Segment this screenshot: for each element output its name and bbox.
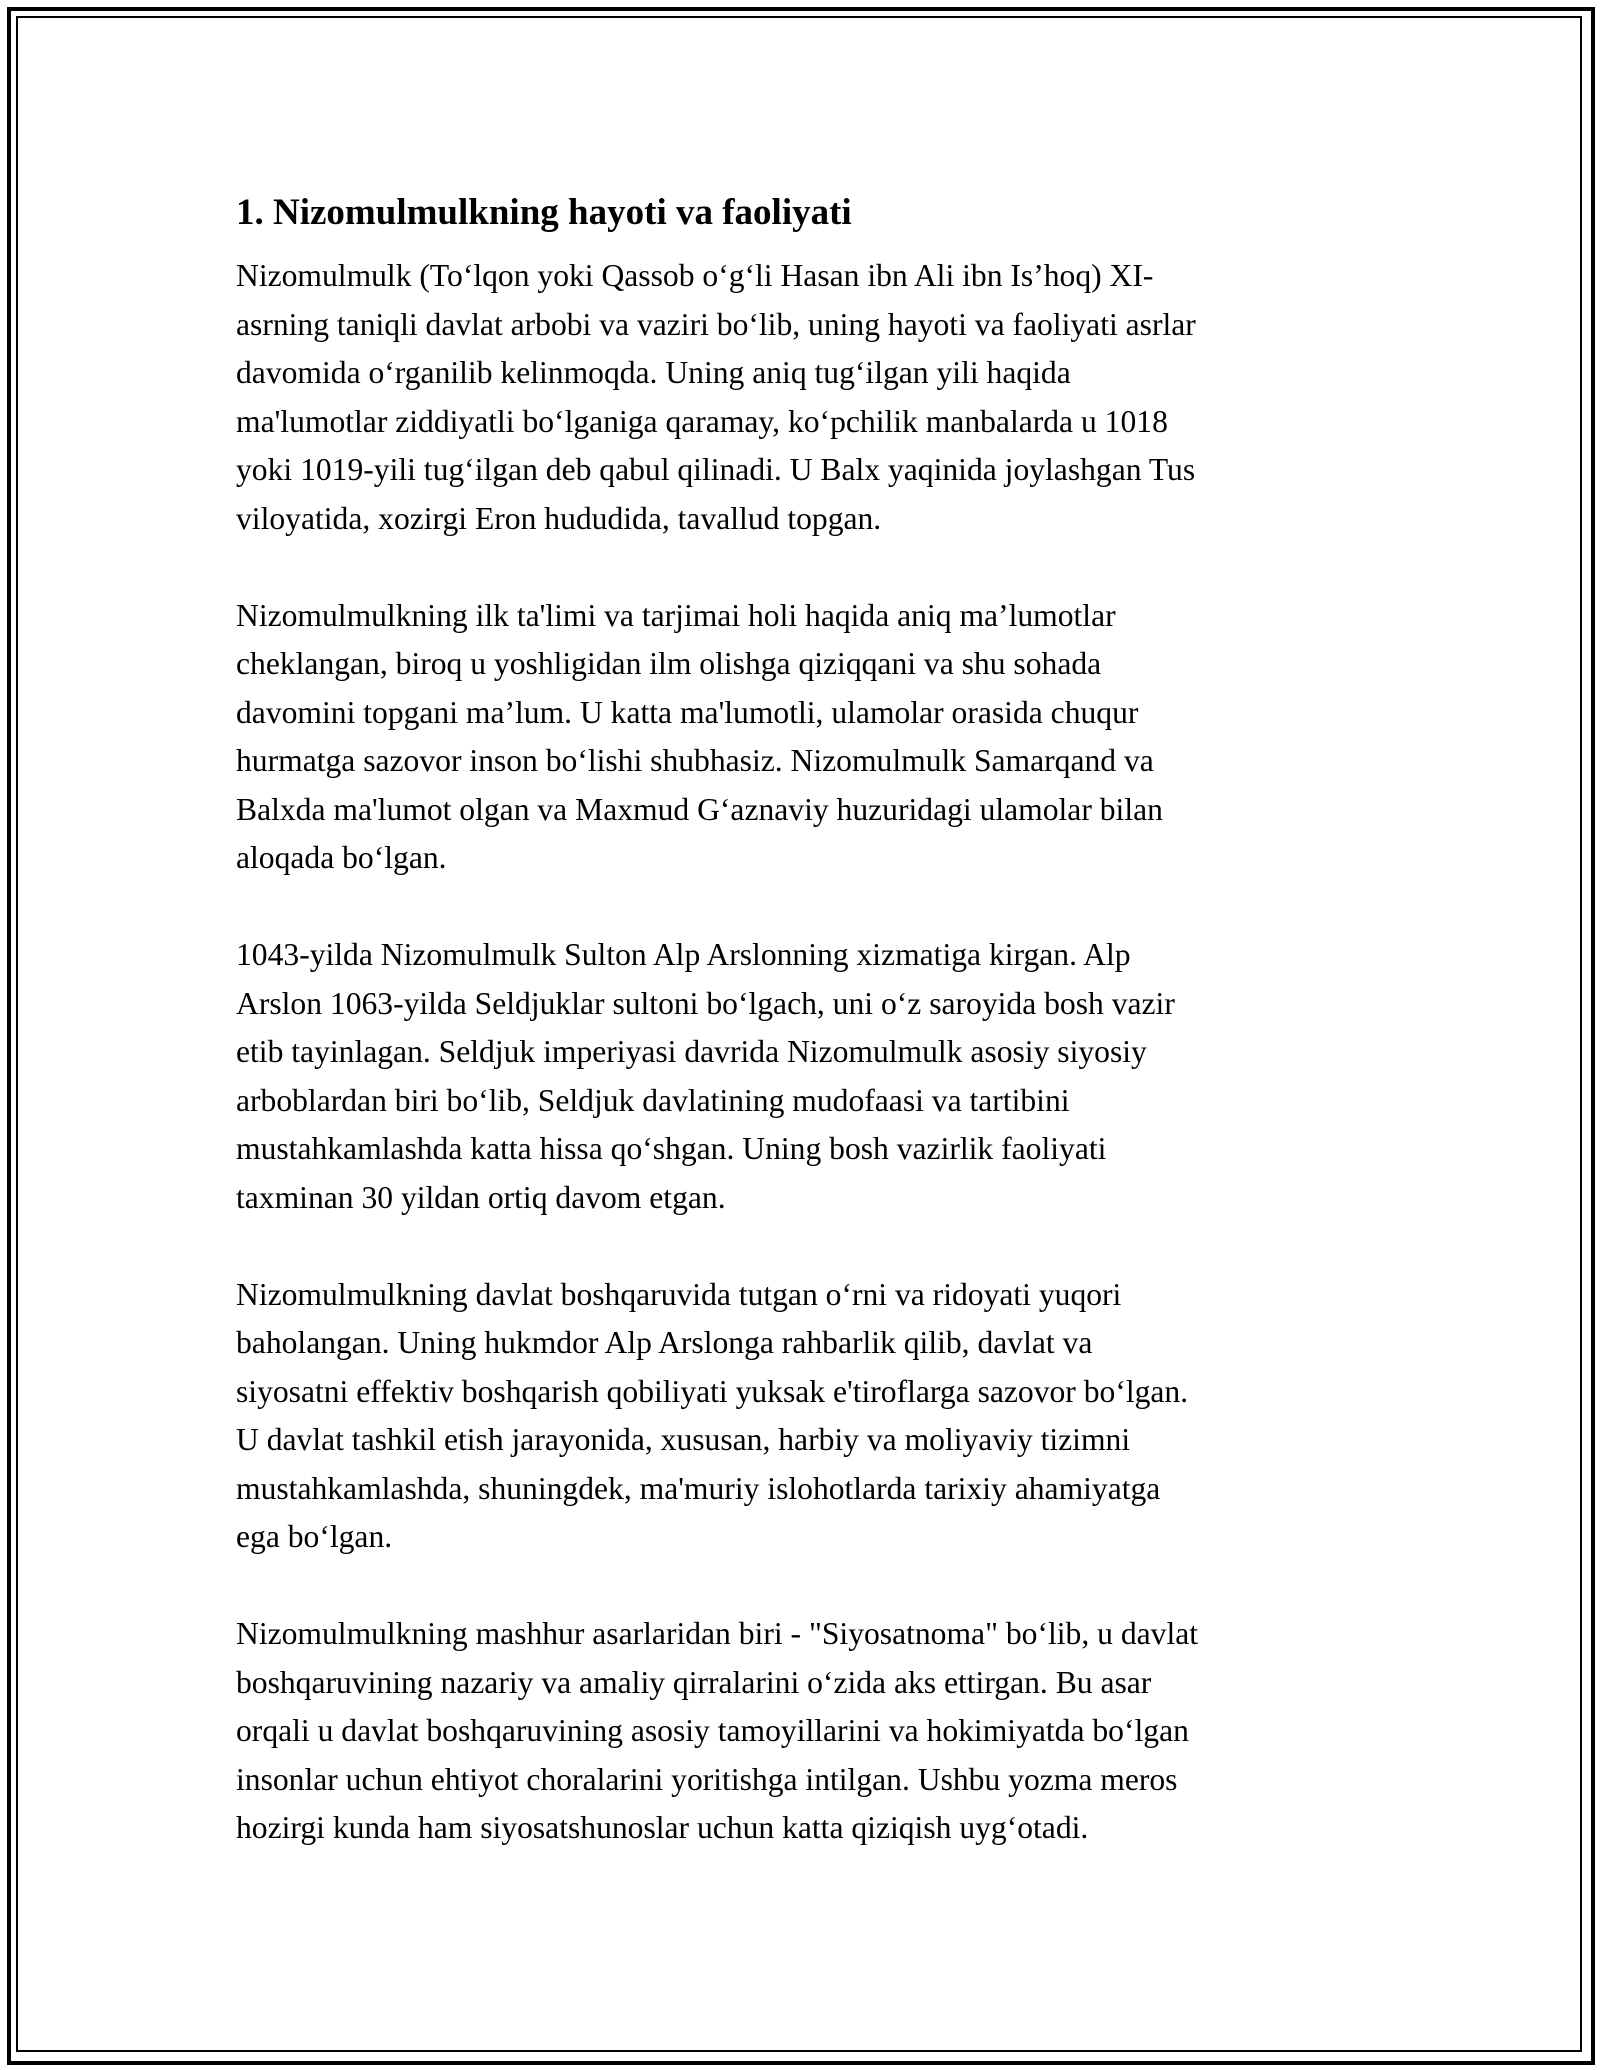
paragraph-5: Nizomulmulkning mashhur asarlaridan biri - "Siyosatnoma" bo‘lib, u davlat boshqaruvining nazariy va amaliy qirralarini o‘zida aks ettirgan. Bu asar orqali u davlat boshqaruvining asosiy tamoyillarini va hokimiyatda bo‘lgan insonlar uchun ehtiyot choralarini yoritishga intilgan. Ushbu yozma meros hozirgi kunda ham siyosatshunoslar uchun katta qiziqish uyg‘otadi. [236, 1616, 1199, 1845]
paragraph-3: 1043-yilda Nizomulmulk Sulton Alp Arslonning xizmatiga kirgan. Alp Arslon 1063-yilda Seldjuklar sultoni bo‘lgach, uni o‘z saroyida bosh vazir etib tayinlagan. Seldjuk imperiyasi davrida Nizomulmulk asosiy siyosiy arboblardan biri bo‘lib, Seldjuk davlatining mudofaasi va tartibini mustahkamlashda katta hissa qo‘shgan. Uning bosh vazirlik faoliyati taxminan 30 yildan ortiq davom etgan. [236, 937, 1175, 1215]
paragraph-1: Nizomulmulk (To‘lqon yoki Qassob o‘g‘li Hasan ibn Ali ibn Is’hoq) XI- asrning taniqli davlat arbobi va vaziri bo‘lib, uning hayoti va faoliyati asrlar davomida o‘rganilib kelinmoqda. Uning aniq tug‘ilgan yili haqida ma'lumotlar ziddiyatli bo‘lganiga qaramay, ko‘pchilik manbalarda u 1018 yoki 1019-yili tug‘ilgan deb qabul qilinadi. U Balx yaqinida joylashgan Tus viloyatida, xozirgi Eron hududida, tavallud topgan. [236, 258, 1196, 536]
section-heading: 1. Nizomulmulkning hayoti va faoliyati [236, 192, 852, 233]
paragraph-4: Nizomulmulkning davlat boshqaruvida tutgan o‘rni va ridoyati yuqori baholangan. Uning hukmdor Alp Arslonga rahbarlik qilib, davlat va siyosatni effektiv boshqarish qobiliyati yuksak e'tiroflarga sazovor bo‘lgan. U davlat tashkil etish jarayonida, xususan, harbiy va moliyaviy tizimni mustahkamlashda, shuningdek, ma'muriy islohotlarda tarixiy ahamiyatga ega bo‘lgan. [236, 1276, 1189, 1554]
document-body [236, 186, 1362, 1853]
paragraph-2: Nizomulmulkning ilk ta'limi va tarjimai holi haqida aniq ma’lumotlar cheklangan, biroq u yoshligidan ilm olishga qiziqqani va shu sohada davomini topgani ma’lum. U katta ma'lumotli, ulamolar orasida chuqur hurmatga sazovor inson bo‘lishi shubhasiz. Nizomulmulk Samarqand va Balxda ma'lumot olgan va Maxmud G‘aznaviy huzuridagi ulamolar bilan aloqada bo‘lgan. [236, 597, 1163, 875]
